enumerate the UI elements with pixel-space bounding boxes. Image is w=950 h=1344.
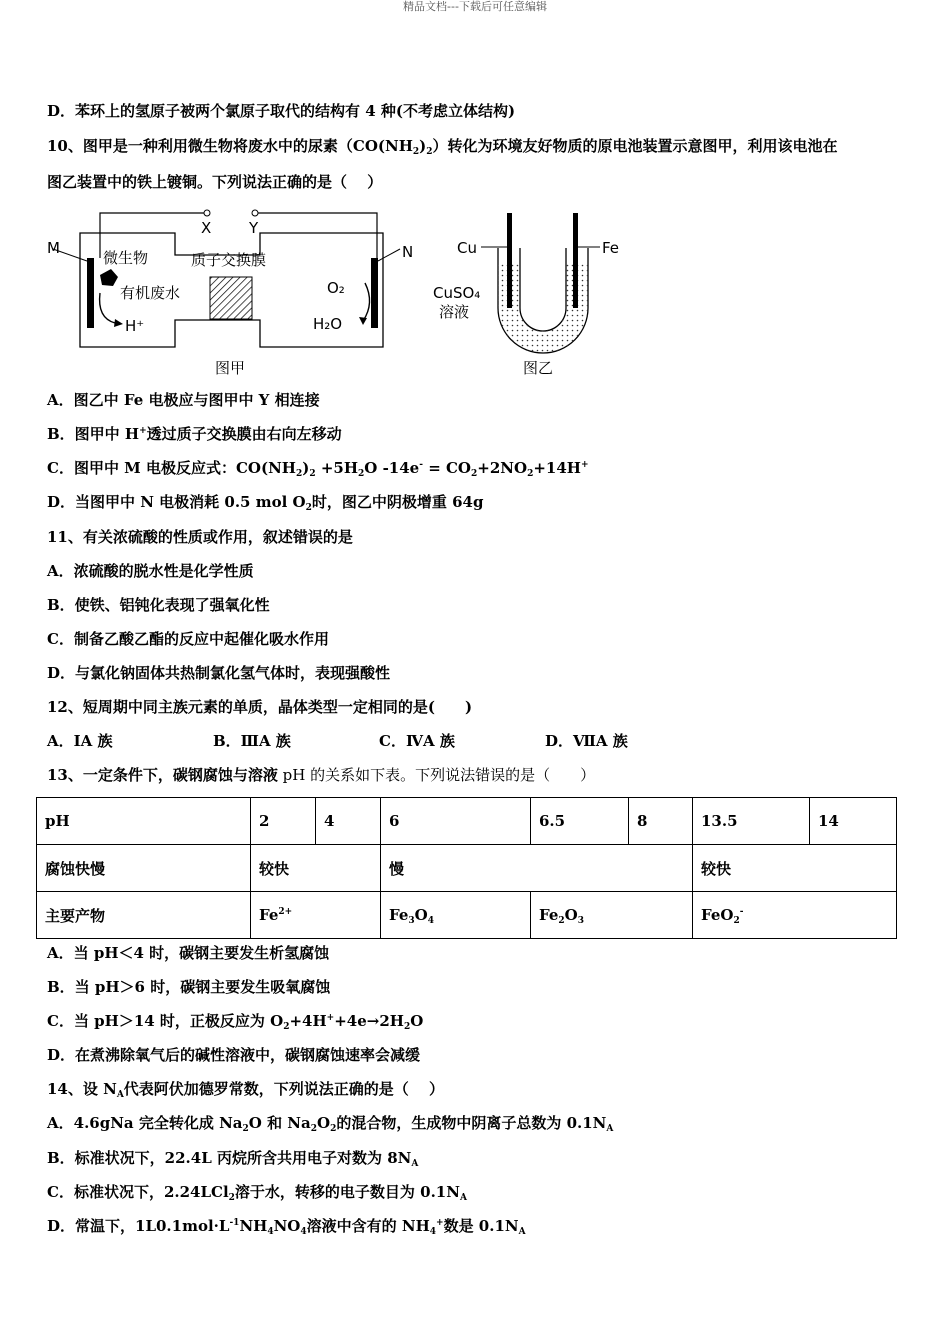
q12-stem: 12、短周期中同主族元素的单质，晶体类型一定相同的是( )	[47, 698, 473, 716]
table-cell-ph: pH	[37, 798, 251, 845]
table-cell: 4	[316, 798, 381, 845]
q11-stem: 11、有关浓硫酸的性质或作用，叙述错误的是	[47, 528, 353, 546]
table-cell-rate-label: 腐蚀快慢	[37, 845, 251, 892]
table-cell-fe-ion: $Fe^{2+}$	[251, 892, 381, 939]
table-cell: 2	[251, 798, 316, 845]
table-cell: 13.5	[693, 798, 810, 845]
proton-membrane	[210, 277, 252, 319]
q13-option-b: B．当 pH＞6 时，碳钢主要发生吸氧腐蚀	[47, 978, 331, 996]
solution-label-2: 溶液	[439, 303, 470, 321]
table-cell: 6.5	[531, 798, 629, 845]
table-cell: 6	[381, 798, 531, 845]
oxygen-label: O₂	[327, 279, 345, 297]
fe-label: Fe	[602, 239, 620, 257]
terminal-x-dot	[204, 210, 210, 216]
n-leader	[378, 249, 400, 261]
table-cell-fe2o3: $Fe_2O_3$	[531, 892, 693, 939]
q10-option-d: D．当图甲中 N 电极消耗 0.5 mol $O_2$时，图乙中阴极增重 64g	[47, 493, 484, 513]
electrode-n	[371, 258, 378, 328]
q10-option-b: B．图甲中 H+透过质子交换膜由右向左移动	[47, 425, 342, 443]
q12-option-d: D．ⅦA 族	[545, 732, 628, 750]
solution-label-1: CuSO₄	[433, 284, 481, 302]
page-header: 精品文档---下载后可任意编辑	[403, 0, 547, 13]
q11-option-d: D．与氯化钠固体共热制氯化氢气体时，表现强酸性	[47, 664, 391, 682]
electrode-m-label: M	[47, 239, 60, 257]
water-label: H₂O	[313, 315, 343, 333]
q13-option-d: D．在煮沸除氧气后的碱性溶液中，碳钢腐蚀速率会减缓	[47, 1046, 421, 1064]
proton-label: H⁺	[125, 317, 145, 335]
q14-option-a: A．4.6gNa 完全转化成 $Na_2O$ 和 $Na_2O_2$的混合物，生成物中阴离子总数为 $0.1N_A$	[47, 1114, 614, 1134]
table-cell: 较快	[693, 845, 897, 892]
table-cell: 较快	[251, 845, 381, 892]
table-row	[37, 798, 897, 845]
electrode-m	[87, 258, 94, 328]
table-row	[37, 892, 897, 939]
q9-option-d: D．苯环上的氢原子被两个氯原子取代的结构有 4 种(不考虑立体结构)	[47, 102, 516, 120]
wire-right	[255, 213, 377, 258]
q10-figure	[45, 203, 625, 381]
electrode-fe	[573, 213, 578, 308]
q12-option-c: C．ⅣA 族	[379, 732, 455, 750]
wastewater-label: 有机废水	[120, 284, 181, 302]
q13-table	[36, 797, 897, 939]
q14-option-b: B．标准状况下，22.4L 丙烷所含共用电子对数为 $8N_A$	[47, 1149, 419, 1169]
q10-stem-line1: 10、图甲是一种利用微生物将废水中的尿素$(CO(NH_2)_2)$转化为环境友好物质的原电池装置示意图甲，利用该电池在	[47, 137, 838, 157]
terminal-y-label: Y	[249, 219, 259, 237]
q14-option-d: D．常温下，$1L0.1mol\cdot L^{-1}NH_4NO_4$溶液中含有的 $NH_4^+$数是 $0.1N_A$	[47, 1217, 526, 1237]
table-cell-fe3o4: $Fe_3O_4$	[381, 892, 531, 939]
q11-option-c: C．制备乙酸乙酯的反应中起催化吸水作用	[47, 630, 329, 648]
electrode-n-label: N	[402, 243, 414, 261]
battery-diagram	[45, 203, 625, 381]
table-cell-product-label: 主要产物	[37, 892, 251, 939]
microbe-shape	[100, 269, 118, 286]
electrode-cu	[507, 213, 512, 308]
q10-option-c: C．图甲中 M 电极反应式：$CO(NH_2)_2 +5H_2O$ $-14e^- = CO_2+2NO_2+14H^+$	[47, 459, 589, 479]
table-cell-feo2: FeO$_2$-	[693, 892, 897, 939]
q11-option-b: B．使铁、铝钝化表现了强氧化性	[47, 596, 270, 614]
q10-stem-line2: 图乙装置中的铁上镀铜。下列说法正确的是（ ）	[47, 173, 383, 191]
microbe-label: 微生物	[103, 249, 149, 267]
terminal-y-dot	[252, 210, 258, 216]
table-row	[37, 845, 897, 892]
q13-stem: 13、一定条件下，碳钢腐蚀与溶液 pH 的关系如下表。下列说法错误的是（ ）	[47, 766, 596, 784]
cu-label: Cu	[457, 239, 477, 257]
u-tube-inner	[520, 248, 566, 331]
q10-option-a: A．图乙中 Fe 电极应与图甲中 Y 相连接	[47, 391, 320, 409]
caption-figure-a: 图甲	[215, 359, 246, 377]
q13-option-a: A．当 pH＜4 时，碳钢主要发生析氢腐蚀	[47, 944, 330, 962]
terminal-x-label: X	[201, 219, 212, 237]
q12-option-b: B．ⅢA 族	[213, 732, 291, 750]
q14-option-c: C．标准状况下，2.24LCl$_2$溶于水，转移的电子数目为 $0.1N_A$	[47, 1183, 467, 1203]
table-cell: 慢	[381, 845, 693, 892]
q12-option-a: A．ⅠA 族	[47, 732, 113, 750]
caption-figure-b: 图乙	[523, 359, 554, 377]
table-cell: 8	[629, 798, 693, 845]
q13-option-c: C．当 pH＞14 时，正极反应为 $O_2+4H^++4e\to 2H_2O$	[47, 1012, 424, 1032]
q11-option-a: A．浓硫酸的脱水性是化学性质	[47, 562, 254, 580]
table-cell: 14	[810, 798, 897, 845]
q14-stem: 14、设 $N_A$代表阿伏加德罗常数，下列说法正确的是（ ）	[47, 1080, 445, 1100]
q12-options	[47, 732, 628, 750]
membrane-label: 质子交换膜	[191, 251, 267, 269]
